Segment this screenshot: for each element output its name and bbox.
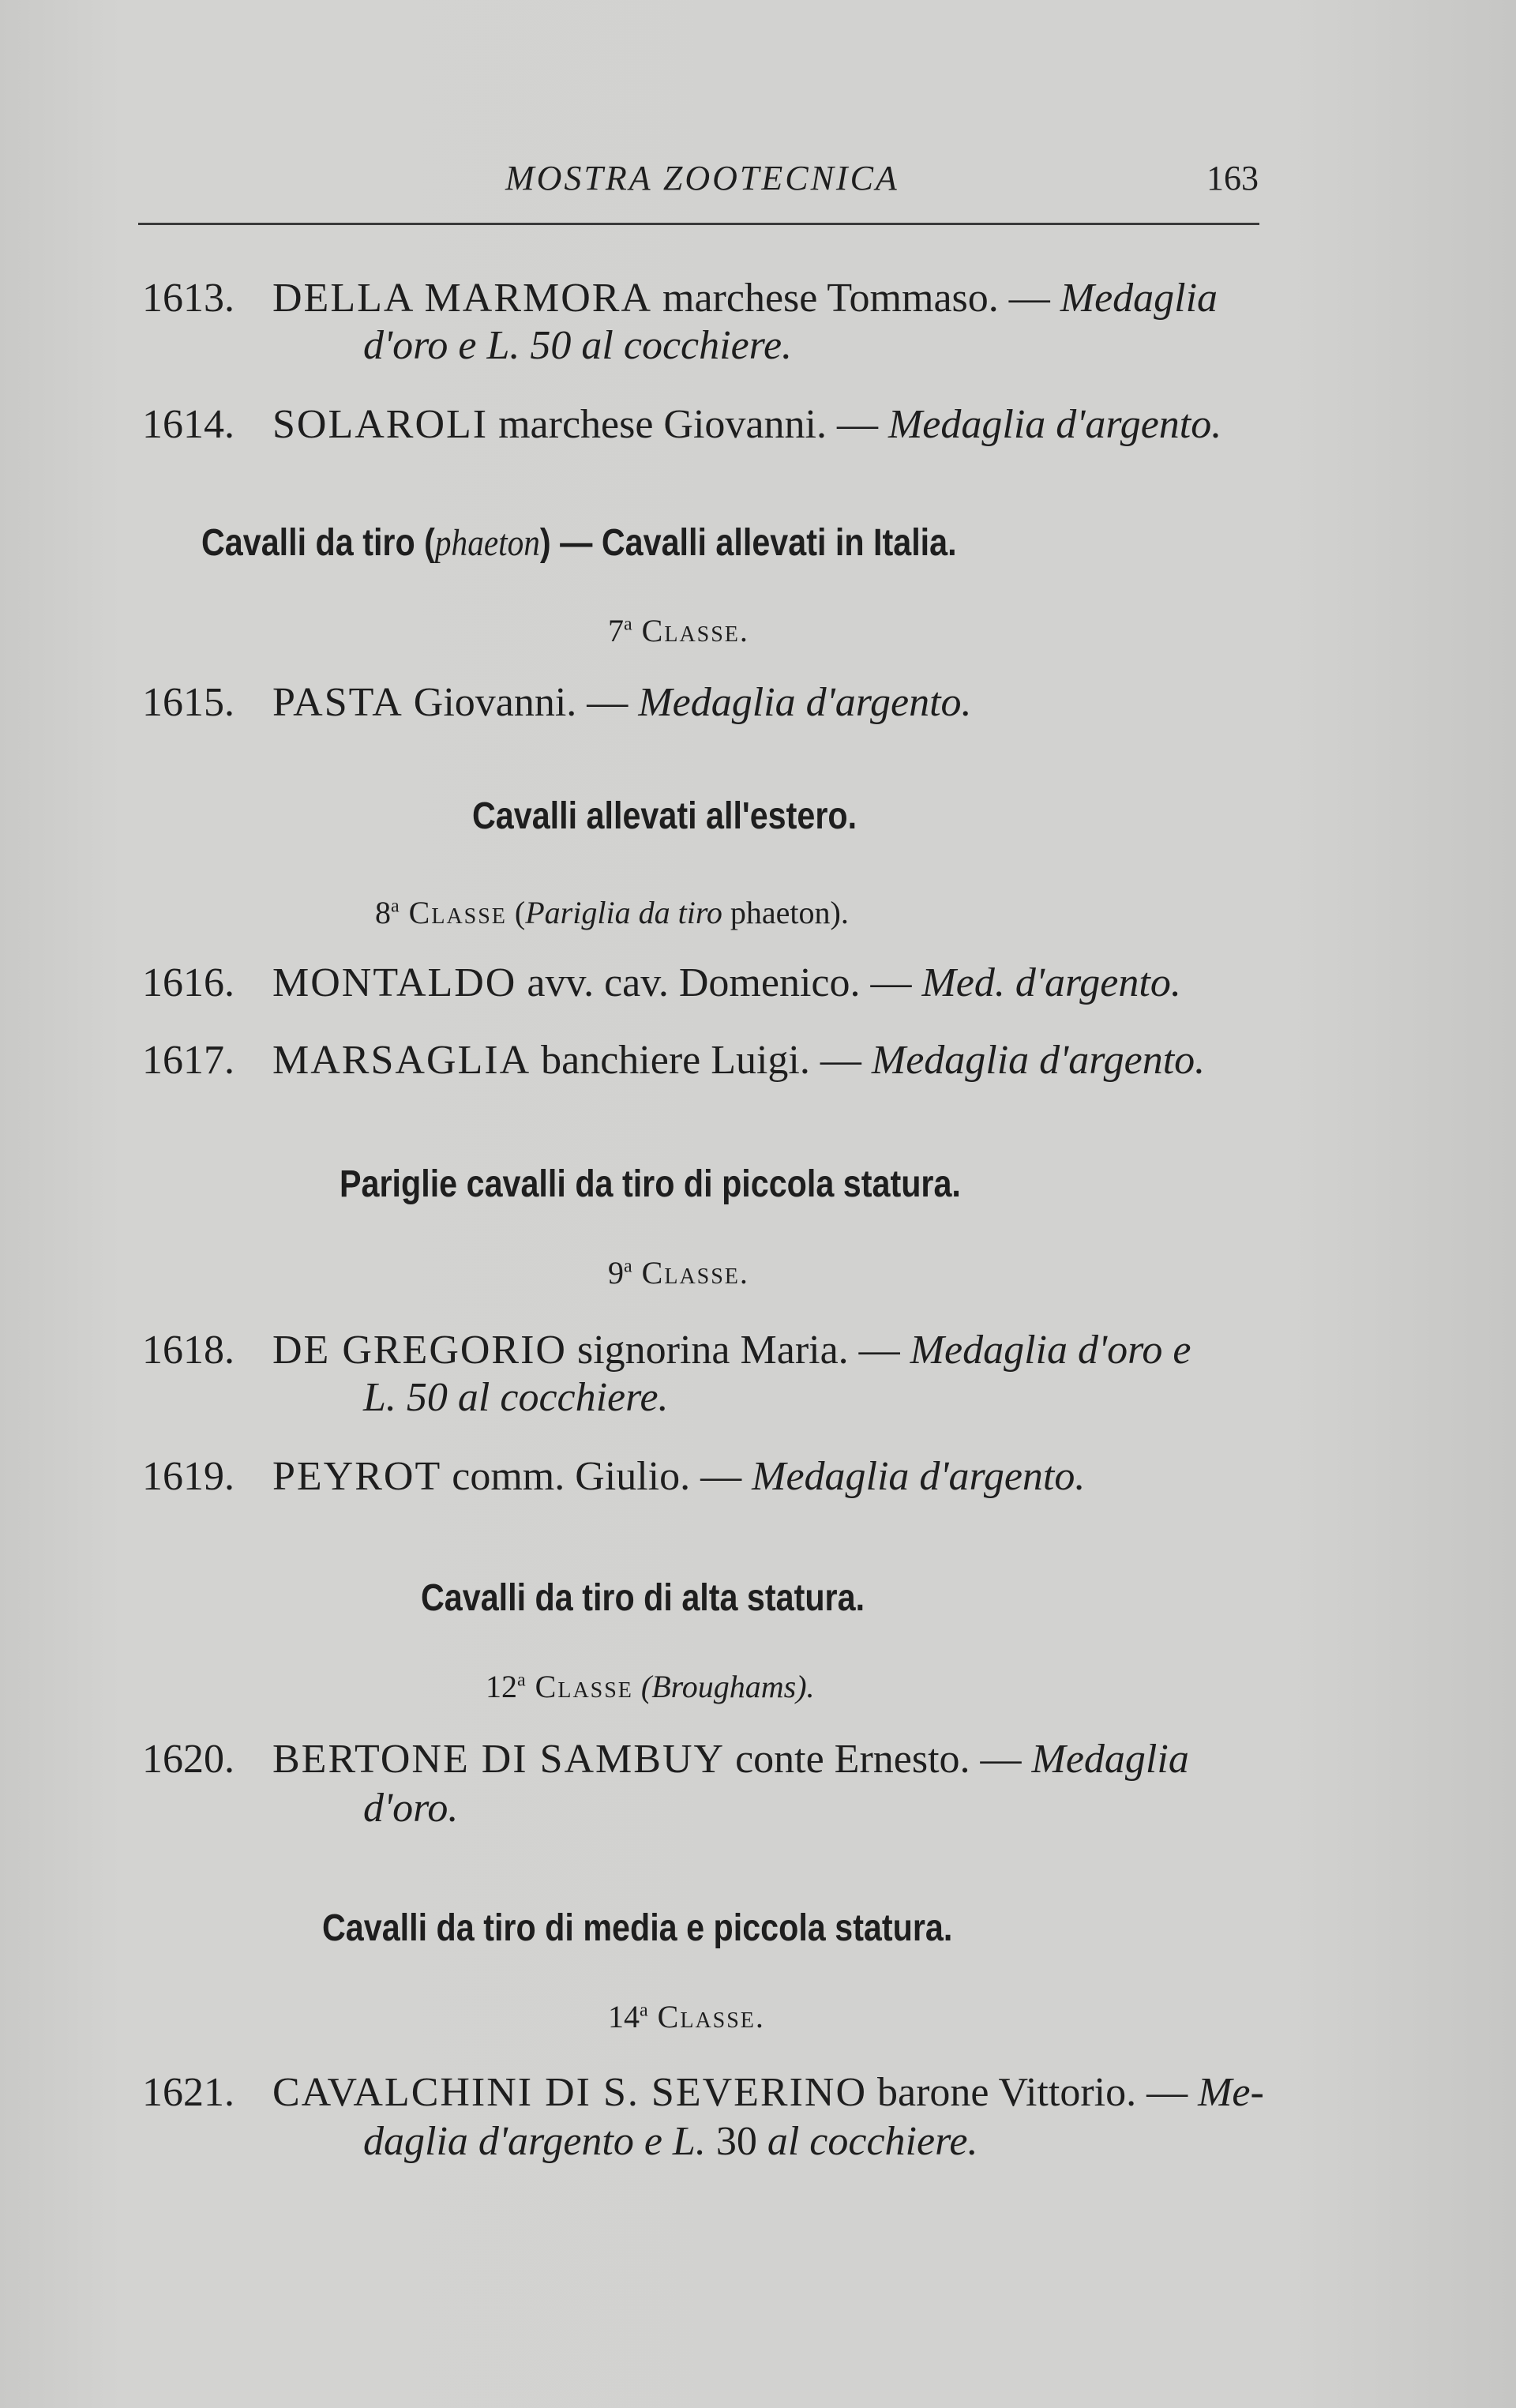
entry-name: PEYROT	[272, 1454, 442, 1499]
entry-1616	[142, 960, 1181, 1007]
section-heading-alta-statura: Cavalli da tiro di alta statura.	[421, 1577, 865, 1619]
entry-1620-continuation: d'oro.	[363, 1786, 459, 1831]
entry-1618	[142, 1327, 1191, 1374]
entry-number: 1614.	[142, 402, 235, 447]
entry-number: 1616.	[142, 960, 235, 1005]
entry-name: SOLAROLI	[272, 402, 489, 447]
entry-1621-continuation: daglia d'argento e L. 30 al cocchiere.	[363, 2119, 978, 2164]
entry-text: comm. Giulio. —	[441, 1454, 752, 1499]
entry-1618-continuation: L. 50 al cocchiere.	[363, 1375, 669, 1420]
entry-number: 1615.	[142, 680, 235, 725]
entry-text: avv. cav. Domenico. —	[516, 960, 922, 1005]
section-heading-phaeton: Cavalli da tiro (phaeton) — Cavalli allevati in Italia.	[201, 522, 957, 564]
entry-text: marchese Tommaso. —	[652, 276, 1060, 321]
header-rule	[138, 223, 1259, 225]
entry-number: 1621.	[142, 2070, 235, 2115]
entry-text: barone Vittorio. —	[867, 2070, 1199, 2115]
entry-text: banchiere Luigi. —	[531, 1038, 872, 1083]
entry-number: 1617.	[142, 1038, 235, 1083]
entry-name: DELLA MARMORA	[272, 276, 653, 321]
entry-award: Medaglia d'oro e	[910, 1328, 1191, 1373]
page-number: 163	[1206, 159, 1259, 197]
entry-name: DE GREGORIO	[272, 1328, 567, 1373]
class-heading-8: 8$^a$ Classe (Pariglia da tiro phaeton).	[375, 895, 849, 930]
section-heading-estero: Cavalli allevati all'estero.	[472, 795, 857, 837]
entry-1613	[142, 275, 1218, 322]
entry-number: 1618.	[142, 1328, 235, 1373]
entry-number: 1620.	[142, 1737, 235, 1782]
entry-1621	[142, 2069, 1264, 2117]
entry-1614	[142, 401, 1221, 449]
entry-1619	[142, 1453, 1085, 1501]
entry-text: signorina Maria. —	[566, 1328, 910, 1373]
entry-number: 1619.	[142, 1454, 235, 1499]
entry-award: Medaglia d'argento.	[887, 402, 1222, 447]
entry-text: marchese Giovanni. —	[488, 402, 888, 447]
entry-1615	[142, 679, 972, 727]
entry-award: Me-	[1198, 2070, 1264, 2115]
entry-award: Med. d'argento.	[921, 960, 1181, 1005]
entry-award: Medaglia d'argento.	[752, 1454, 1086, 1499]
entry-name: PASTA	[272, 680, 403, 725]
entry-name: CAVALCHINI DI S. SEVERINO	[272, 2070, 868, 2115]
entry-number: 1613.	[142, 276, 235, 321]
entry-text: Giovanni. —	[403, 680, 639, 725]
class-heading-12: 12$^a$ Classe (Broughams).	[486, 1669, 815, 1704]
entry-name: BERTONE DI SAMBUY	[272, 1737, 726, 1782]
entry-1620	[142, 1736, 1189, 1783]
running-title: MOSTRA ZOOTECNICA	[505, 159, 899, 197]
class-heading-14: 14$^a$ Classe.	[608, 1999, 765, 2034]
entry-text: conte Ernesto. —	[725, 1737, 1032, 1782]
section-heading-pariglie: Pariglie cavalli da tiro di piccola statura.	[340, 1163, 961, 1205]
class-heading-9: 9$^a$ Classe.	[608, 1255, 749, 1290]
entry-award: Medaglia d'argento.	[638, 680, 972, 725]
entry-1617	[142, 1037, 1205, 1084]
entry-award: Medaglia	[1031, 1737, 1189, 1782]
entry-1613-continuation: d'oro e L. 50 al cocchiere.	[363, 323, 793, 368]
entry-award: Medaglia d'argento.	[871, 1038, 1206, 1083]
entry-award: Medaglia	[1060, 276, 1218, 321]
entry-name: MONTALDO	[272, 960, 517, 1005]
class-heading-7: 7$^a$ Classe.	[608, 613, 749, 648]
section-heading-media-piccola: Cavalli da tiro di media e piccola statura.	[322, 1907, 953, 1949]
entry-name: MARSAGLIA	[272, 1038, 531, 1083]
